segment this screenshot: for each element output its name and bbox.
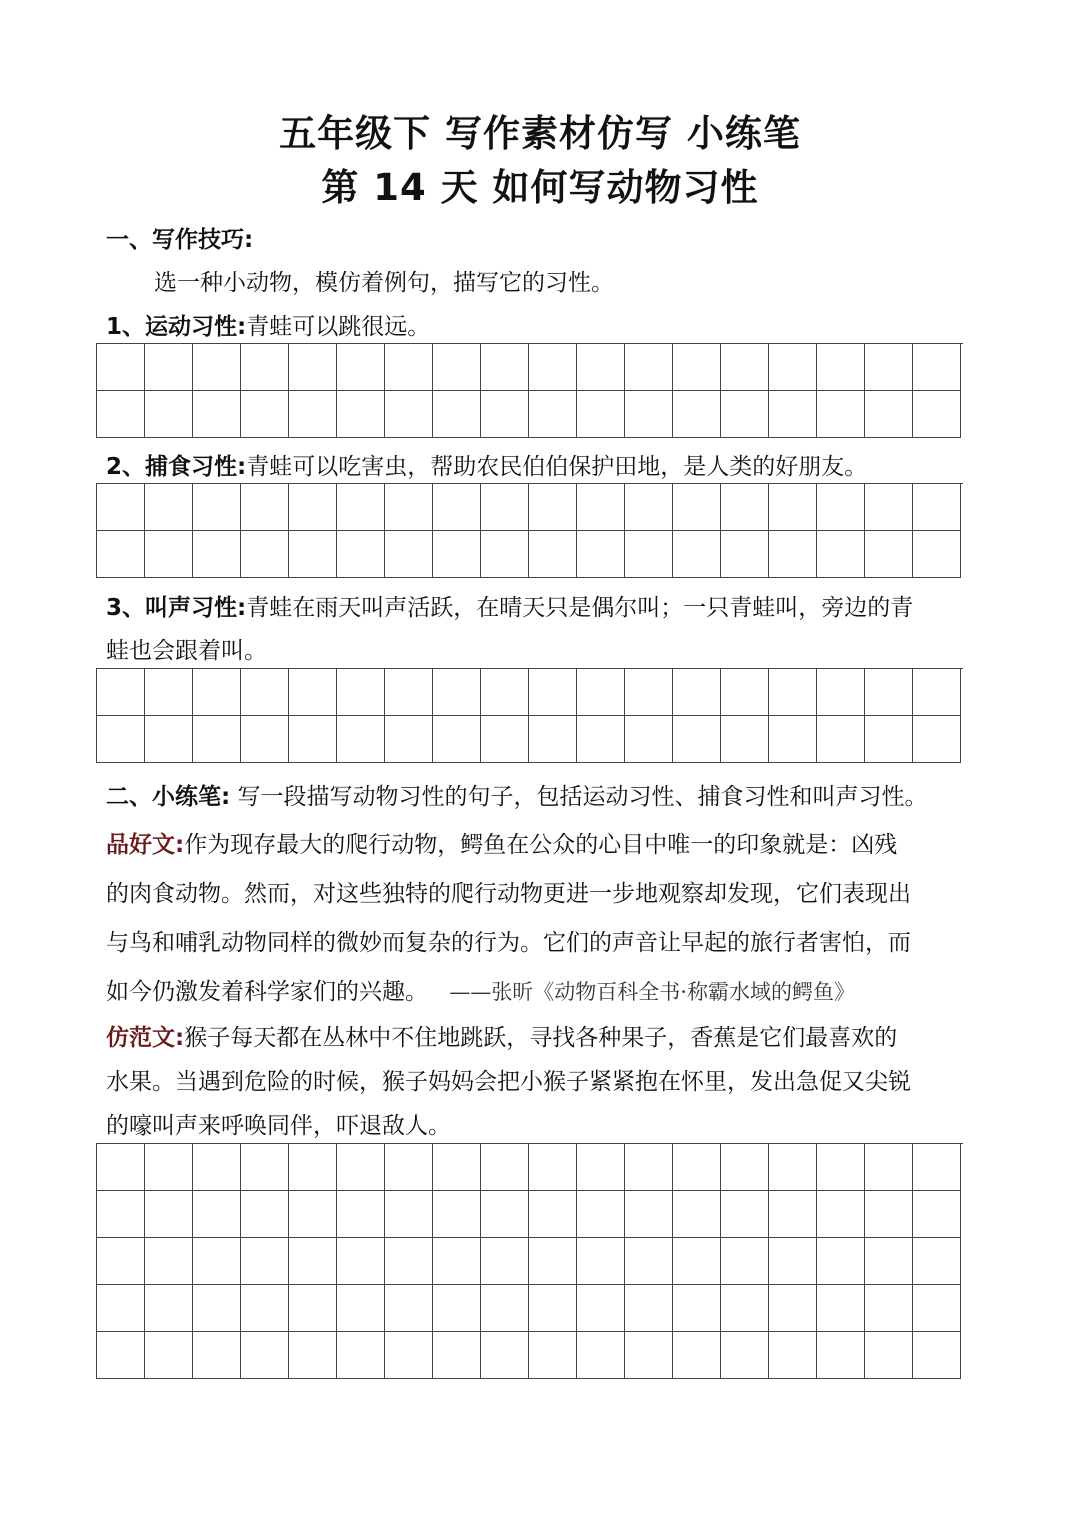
grid-cell[interactable]: [721, 1238, 769, 1285]
section1-heading: 一、写作技巧:: [106, 227, 254, 253]
grid-cell[interactable]: [913, 531, 961, 578]
grid-cell[interactable]: [241, 1238, 289, 1285]
grid-cell[interactable]: [721, 531, 769, 578]
section2-heading: 二、小练笔:: [106, 784, 231, 810]
grid-cell[interactable]: [817, 531, 865, 578]
grid-cell[interactable]: [433, 1238, 481, 1285]
grid-cell[interactable]: [97, 1144, 145, 1191]
grid-cell[interactable]: [385, 716, 433, 763]
grid-cell[interactable]: [817, 1238, 865, 1285]
grid-cell[interactable]: [337, 669, 385, 716]
grid-cell[interactable]: [145, 669, 193, 716]
grid-cell[interactable]: [673, 1332, 721, 1379]
grid-cell[interactable]: [721, 1191, 769, 1238]
grid-cell[interactable]: [817, 391, 865, 438]
grid-cell[interactable]: [385, 1144, 433, 1191]
grid-cell[interactable]: [529, 1332, 577, 1379]
grid-cell[interactable]: [481, 1144, 529, 1191]
grid-cell[interactable]: [337, 1144, 385, 1191]
grid-cell[interactable]: [865, 669, 913, 716]
grid-cell[interactable]: [769, 1144, 817, 1191]
worksheet-title: 五年级下 写作素材仿写 小练笔: [279, 112, 801, 155]
grid-cell[interactable]: [577, 484, 625, 531]
grid-cell[interactable]: [529, 669, 577, 716]
grid-cell[interactable]: [625, 391, 673, 438]
grid-cell[interactable]: [145, 531, 193, 578]
grid-cell[interactable]: [289, 669, 337, 716]
grid-cell[interactable]: [769, 531, 817, 578]
grid-cell[interactable]: [433, 1285, 481, 1332]
grid-cell[interactable]: [97, 484, 145, 531]
grid-cell[interactable]: [337, 1238, 385, 1285]
grid-cell[interactable]: [97, 531, 145, 578]
grid-cell[interactable]: [337, 344, 385, 391]
grid-cell[interactable]: [577, 391, 625, 438]
grid-cell[interactable]: [193, 484, 241, 531]
grid-cell[interactable]: [337, 1332, 385, 1379]
grid-cell[interactable]: [97, 1332, 145, 1379]
grid-cell[interactable]: [193, 1332, 241, 1379]
grid-cell[interactable]: [481, 1285, 529, 1332]
grid-cell[interactable]: [769, 669, 817, 716]
grid-cell[interactable]: [721, 1144, 769, 1191]
grid-cell[interactable]: [385, 1238, 433, 1285]
grid-cell[interactable]: [289, 391, 337, 438]
good-essay-label: 品好文:: [106, 832, 185, 858]
grid-cell[interactable]: [577, 531, 625, 578]
grid-cell[interactable]: [673, 484, 721, 531]
item-3-text-continued: 蛙也会跟着叫。: [106, 638, 267, 664]
grid-cell[interactable]: [769, 1285, 817, 1332]
grid-cell[interactable]: [481, 344, 529, 391]
grid-cell[interactable]: [865, 1191, 913, 1238]
grid-cell[interactable]: [289, 1238, 337, 1285]
grid-cell[interactable]: [817, 484, 865, 531]
grid-cell[interactable]: [673, 531, 721, 578]
grid-cell[interactable]: [721, 391, 769, 438]
grid-cell[interactable]: [721, 484, 769, 531]
grid-cell[interactable]: [241, 484, 289, 531]
grid-cell[interactable]: [625, 344, 673, 391]
grid-cell[interactable]: [193, 669, 241, 716]
grid-cell[interactable]: [433, 1144, 481, 1191]
grid-cell[interactable]: [385, 484, 433, 531]
grid-cell[interactable]: [193, 1285, 241, 1332]
grid-cell[interactable]: [865, 1332, 913, 1379]
grid-cell[interactable]: [193, 1191, 241, 1238]
grid-cell[interactable]: [433, 391, 481, 438]
grid-cell[interactable]: [241, 716, 289, 763]
grid-cell[interactable]: [97, 344, 145, 391]
grid-cell[interactable]: [913, 344, 961, 391]
grid-cell[interactable]: [433, 484, 481, 531]
grid-cell[interactable]: [241, 1191, 289, 1238]
grid-cell[interactable]: [433, 1191, 481, 1238]
grid-cell[interactable]: [481, 1191, 529, 1238]
item-3-text: 青蛙在雨天叫声活跃，在晴天只是偶尔叫；一只青蛙叫，旁边的青: [246, 595, 914, 621]
imitation-text-3: 的嚎叫声来呼唤同伴，吓退敌人。: [106, 1113, 451, 1139]
grid-cell[interactable]: [577, 1332, 625, 1379]
grid-cell[interactable]: [721, 1332, 769, 1379]
grid-cell[interactable]: [673, 1144, 721, 1191]
grid-cell[interactable]: [865, 1144, 913, 1191]
grid-cell[interactable]: [529, 391, 577, 438]
grid-cell[interactable]: [481, 716, 529, 763]
grid-cell[interactable]: [385, 1332, 433, 1379]
imitation-line-1: [106, 1022, 986, 1054]
grid-cell[interactable]: [385, 344, 433, 391]
grid-cell[interactable]: [865, 484, 913, 531]
grid-cell[interactable]: [529, 484, 577, 531]
grid-cell[interactable]: [481, 484, 529, 531]
grid-cell[interactable]: [385, 1191, 433, 1238]
grid-cell[interactable]: [577, 1191, 625, 1238]
grid-cell[interactable]: [913, 1285, 961, 1332]
grid-cell[interactable]: [145, 344, 193, 391]
item-3-label: 3、叫声习性:: [106, 595, 247, 621]
section2-heading-line: [106, 781, 986, 813]
grid-cell[interactable]: [433, 716, 481, 763]
good-essay-text-4: 如今仍激发着科学家们的兴趣。: [106, 979, 428, 1005]
grid-cell[interactable]: [145, 1285, 193, 1332]
grid-cell[interactable]: [289, 344, 337, 391]
writing-grid-4[interactable]: [96, 1143, 963, 1379]
grid-cell[interactable]: [913, 1238, 961, 1285]
section2-task: 写一段描写动物习性的句子，包括运动习性、捕食习性和叫声习性。: [230, 784, 928, 810]
grid-cell[interactable]: [529, 531, 577, 578]
grid-cell[interactable]: [337, 531, 385, 578]
grid-cell[interactable]: [625, 1144, 673, 1191]
grid-cell[interactable]: [145, 1144, 193, 1191]
writing-grid-1[interactable]: [96, 343, 963, 438]
grid-cell[interactable]: [625, 716, 673, 763]
grid-cell[interactable]: [913, 1332, 961, 1379]
grid-cell[interactable]: [289, 1191, 337, 1238]
grid-cell[interactable]: [721, 344, 769, 391]
grid-cell[interactable]: [721, 669, 769, 716]
grid-cell[interactable]: [865, 531, 913, 578]
grid-cell[interactable]: [337, 1191, 385, 1238]
grid-cell[interactable]: [145, 1191, 193, 1238]
grid-cell[interactable]: [913, 391, 961, 438]
grid-cell[interactable]: [817, 344, 865, 391]
grid-cell[interactable]: [529, 1191, 577, 1238]
grid-cell[interactable]: [577, 716, 625, 763]
grid-cell[interactable]: [577, 1285, 625, 1332]
grid-cell[interactable]: [817, 669, 865, 716]
grid-cell[interactable]: [193, 1144, 241, 1191]
grid-cell[interactable]: [193, 531, 241, 578]
grid-cell[interactable]: [97, 1238, 145, 1285]
grid-cell[interactable]: [913, 669, 961, 716]
grid-cell[interactable]: [625, 1191, 673, 1238]
grid-cell[interactable]: [241, 531, 289, 578]
grid-cell[interactable]: [145, 1332, 193, 1379]
grid-cell[interactable]: [385, 391, 433, 438]
grid-cell[interactable]: [337, 716, 385, 763]
writing-grid-3[interactable]: [96, 668, 963, 763]
grid-cell[interactable]: [241, 669, 289, 716]
grid-cell[interactable]: [673, 716, 721, 763]
grid-cell[interactable]: [913, 1191, 961, 1238]
grid-cell[interactable]: [625, 669, 673, 716]
grid-cell[interactable]: [97, 669, 145, 716]
grid-cell[interactable]: [145, 716, 193, 763]
grid-cell[interactable]: [625, 1238, 673, 1285]
good-essay-citation: ——张昕《动物百科全书·称霸水域的鳄鱼》: [449, 980, 855, 1004]
grid-cell[interactable]: [673, 1285, 721, 1332]
grid-cell[interactable]: [433, 1332, 481, 1379]
grid-cell[interactable]: [673, 344, 721, 391]
grid-cell[interactable]: [145, 1238, 193, 1285]
item-2-text: 青蛙可以吃害虫，帮助农民伯伯保护田地，是人类的好朋友。: [246, 454, 868, 480]
grid-cell[interactable]: [529, 1285, 577, 1332]
grid-cell[interactable]: [337, 391, 385, 438]
grid-cell[interactable]: [913, 1144, 961, 1191]
grid-cell[interactable]: [289, 716, 337, 763]
grid-cell[interactable]: [577, 1238, 625, 1285]
grid-cell[interactable]: [817, 1285, 865, 1332]
grid-cell[interactable]: [241, 391, 289, 438]
good-essay-text-1: 作为现存最大的爬行动物，鳄鱼在公众的心目中唯一的印象就是：凶残: [184, 832, 898, 858]
grid-cell[interactable]: [625, 1285, 673, 1332]
grid-cell[interactable]: [97, 391, 145, 438]
grid-cell[interactable]: [625, 531, 673, 578]
grid-cell[interactable]: [433, 669, 481, 716]
grid-cell[interactable]: [865, 344, 913, 391]
grid-cell[interactable]: [337, 484, 385, 531]
section1-instruction: 选一种小动物，模仿着例句，描写它的习性。: [154, 270, 614, 296]
grid-cell[interactable]: [433, 531, 481, 578]
grid-cell[interactable]: [577, 344, 625, 391]
grid-cell[interactable]: [625, 484, 673, 531]
item-3: [106, 592, 986, 624]
imitation-text-1: 猴子每天都在丛林中不住地跳跃，寻找各种果子，香蕉是它们最喜欢的: [184, 1025, 898, 1051]
grid-cell[interactable]: [97, 1191, 145, 1238]
grid-cell[interactable]: [145, 391, 193, 438]
grid-cell[interactable]: [817, 716, 865, 763]
grid-cell[interactable]: [865, 391, 913, 438]
grid-cell[interactable]: [385, 669, 433, 716]
grid-cell[interactable]: [721, 1285, 769, 1332]
good-essay-line-1: [106, 829, 986, 861]
grid-cell[interactable]: [721, 716, 769, 763]
grid-cell[interactable]: [913, 716, 961, 763]
grid-cell[interactable]: [97, 716, 145, 763]
grid-cell[interactable]: [433, 344, 481, 391]
grid-cell[interactable]: [577, 1144, 625, 1191]
grid-cell[interactable]: [145, 484, 193, 531]
grid-cell[interactable]: [193, 344, 241, 391]
grid-cell[interactable]: [865, 716, 913, 763]
grid-cell[interactable]: [289, 1144, 337, 1191]
grid-cell[interactable]: [577, 669, 625, 716]
grid-cell[interactable]: [289, 484, 337, 531]
grid-cell[interactable]: [673, 1238, 721, 1285]
item-2: [106, 451, 986, 483]
grid-cell[interactable]: [97, 1285, 145, 1332]
grid-cell[interactable]: [529, 716, 577, 763]
grid-cell[interactable]: [481, 1332, 529, 1379]
grid-cell[interactable]: [865, 1238, 913, 1285]
grid-cell[interactable]: [673, 391, 721, 438]
grid-cell[interactable]: [481, 669, 529, 716]
item-1: [106, 311, 986, 343]
grid-cell[interactable]: [673, 669, 721, 716]
grid-cell[interactable]: [481, 391, 529, 438]
grid-cell[interactable]: [625, 1332, 673, 1379]
grid-cell[interactable]: [337, 1285, 385, 1332]
good-essay-text-3: 与鸟和哺乳动物同样的微妙而复杂的行为。它们的声音让早起的旅行者害怕，而: [106, 930, 911, 956]
grid-cell[interactable]: [193, 716, 241, 763]
grid-cell[interactable]: [289, 531, 337, 578]
imitation-text-2: 水果。当遇到危险的时候，猴子妈妈会把小猴子紧紧抱在怀里，发出急促又尖锐: [106, 1069, 911, 1095]
grid-cell[interactable]: [913, 484, 961, 531]
grid-cell[interactable]: [241, 1285, 289, 1332]
grid-cell[interactable]: [481, 531, 529, 578]
grid-cell[interactable]: [529, 1144, 577, 1191]
grid-cell[interactable]: [817, 1191, 865, 1238]
grid-cell[interactable]: [865, 1285, 913, 1332]
item-1-label: 1、运动习性:: [106, 314, 247, 340]
grid-cell[interactable]: [241, 1144, 289, 1191]
grid-cell[interactable]: [241, 1332, 289, 1379]
grid-cell[interactable]: [385, 531, 433, 578]
grid-cell[interactable]: [385, 1285, 433, 1332]
grid-cell[interactable]: [769, 1191, 817, 1238]
worksheet-subtitle: 第 14 天 如何写动物习性: [321, 166, 759, 209]
grid-cell[interactable]: [289, 1285, 337, 1332]
grid-cell[interactable]: [769, 344, 817, 391]
imitation-label: 仿范文:: [106, 1025, 185, 1051]
grid-cell[interactable]: [817, 1144, 865, 1191]
grid-cell[interactable]: [769, 1332, 817, 1379]
grid-cell[interactable]: [529, 1238, 577, 1285]
grid-cell[interactable]: [769, 1238, 817, 1285]
item-1-text: 青蛙可以跳很远。: [246, 314, 431, 340]
grid-cell[interactable]: [529, 344, 577, 391]
good-essay-text-2: 的肉食动物。然而，对这些独特的爬行动物更进一步地观察却发现，它们表现出: [106, 881, 911, 907]
grid-cell[interactable]: [817, 1332, 865, 1379]
grid-cell[interactable]: [193, 391, 241, 438]
writing-grid-2[interactable]: [96, 483, 963, 578]
good-essay-line-4: [106, 976, 986, 1008]
grid-cell[interactable]: [289, 1332, 337, 1379]
grid-cell[interactable]: [193, 1238, 241, 1285]
grid-cell[interactable]: [769, 484, 817, 531]
grid-cell[interactable]: [769, 716, 817, 763]
grid-cell[interactable]: [481, 1238, 529, 1285]
grid-cell[interactable]: [241, 344, 289, 391]
grid-cell[interactable]: [769, 391, 817, 438]
item-2-label: 2、捕食习性:: [106, 454, 247, 480]
grid-cell[interactable]: [673, 1191, 721, 1238]
